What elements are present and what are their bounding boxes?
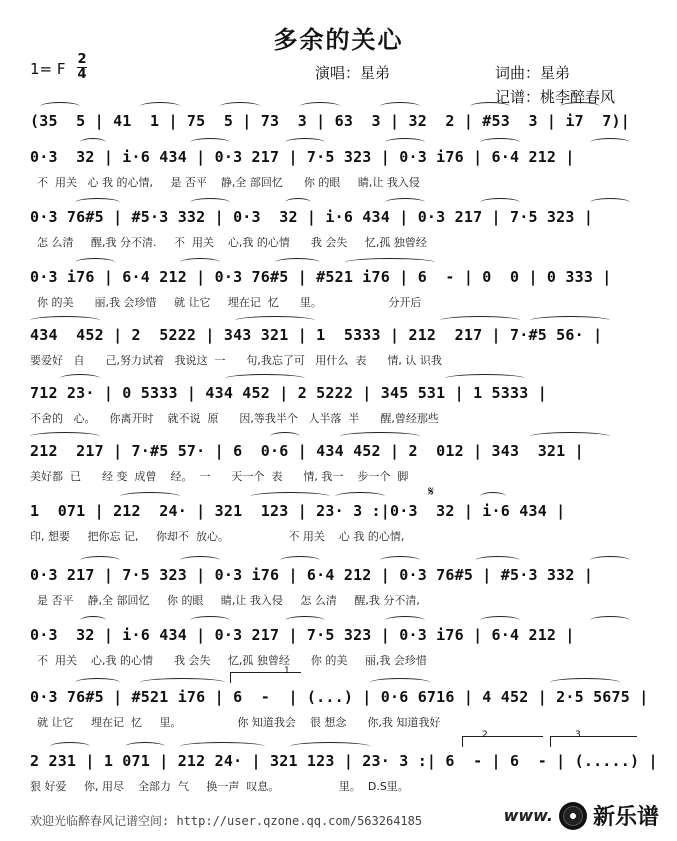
slur [180, 742, 265, 751]
slur [275, 258, 320, 267]
slur [180, 556, 220, 565]
notes-line: 434 452 | 2 5222 | 343 321 | 1 5333 | 212 217 | 7·#5 56· | [30, 326, 603, 344]
slur [190, 138, 230, 147]
slur [220, 102, 260, 111]
brand-name: 新乐谱 [592, 805, 659, 830]
slur [50, 742, 90, 751]
notes-line: 0·3 32 | i·6 434 | 0·3 217 | 7·5 323 | 0·3 i76 | 6·4 212 | [30, 626, 575, 644]
notes-line: 212 217 | 7·#5 57· | 6 0·6 | 434 452 | 2 012 | 343 321 | [30, 442, 584, 460]
disc-icon [559, 802, 587, 830]
notes-line: 0·3 i76 | 6·4 212 | 0·3 76#5 | #521 i76 | 6 - | 0 0 | 0 333 | [30, 268, 612, 286]
slur [385, 138, 425, 147]
slur [475, 556, 520, 565]
slur [590, 138, 630, 147]
slur [270, 432, 300, 441]
staff-row [30, 562, 638, 616]
slur [80, 138, 106, 147]
segno-sign: 𝄋 [428, 484, 435, 500]
slur [30, 316, 100, 325]
slur [550, 678, 620, 687]
slur [480, 198, 520, 207]
slur [140, 678, 225, 687]
notes-line: 0·3 76#5 | #5·3 332 | 0·3 32 | i·6 434 | 0·3 217 | 7·5 323 | [30, 208, 594, 226]
notes-line: 1 071 | 212 24· | 321 123 | 23· 3 :|0·3 32 | i·6 434 | [30, 502, 566, 520]
slur [235, 316, 315, 325]
slur [440, 316, 520, 325]
lyrics-line: 狠 好爱 你, 用尽 全部力 气 换一声 叹息。 里。 D.S里。 [30, 780, 409, 793]
slur [120, 492, 180, 501]
slur [345, 258, 435, 267]
notes-line: 0·3 217 | 7·5 323 | 0·3 i76 | 6·4 212 | 0·3 76#5 | #5·3 332 | [30, 566, 594, 584]
staff-row [30, 730, 658, 802]
lyrics-line: 不舍的 心。 你离开时 就不说 原 因,等我半个 人半落 半 醒,曾经那些 [30, 412, 439, 425]
slur [530, 316, 610, 325]
slur [285, 616, 325, 625]
lyrics-line: 不 用关 心,我 的心情 我 会失 忆,孤 独曾经 你 的美 丽,我 会珍惜 [30, 654, 427, 667]
slur [75, 678, 120, 687]
slur [380, 556, 420, 565]
brand-url-prefix: www. [503, 806, 553, 825]
lyrics-line: 要爱好 自 己,努力试着 我说这 一 句,我忘了可 用什么 表 情, 认 识我 [30, 354, 442, 367]
slur [385, 198, 425, 207]
notes-line: 2 231 | 1 071 | 212 24· | 321 123 | 23· 3 :| 6 - | 6 - | (.....) | [30, 752, 658, 770]
slur [40, 102, 80, 111]
slur [125, 742, 165, 751]
key-signature: 1= F [30, 60, 66, 78]
staff-row [30, 484, 638, 552]
slur [480, 492, 506, 501]
singer-credit: 演唱：星弟 [315, 64, 391, 82]
slur [75, 258, 115, 267]
brand-logo[interactable] [504, 800, 659, 831]
lyrics-line: 怎 么清 醒,我 分不清. 不 用关 心,我 的心情 我 会失 忆,孤 独曾经 [30, 236, 427, 249]
staff-row [30, 666, 649, 738]
volta-3-bracket [550, 736, 637, 747]
slur [75, 198, 120, 207]
slur [480, 616, 520, 625]
notes-line: (35 5 | 41 1 | 75 5 | 73 3 | 63 3 | 32 2 | #53 3 | i7 7)| [30, 112, 630, 130]
staff-row [30, 204, 638, 258]
volta-2-bracket [462, 736, 543, 747]
lyrics-line: 是 否平 静,全 部回忆 你 的眼 睛,让 我入侵 怎 么清 醒,我 分不清, [30, 594, 420, 607]
slur [335, 492, 385, 501]
slur [285, 138, 325, 147]
slur [530, 432, 610, 441]
lyrics-line: 就 让它 埋在记 忆 里。 你 知道我会 很 想念 你,我 知道我好 [30, 716, 441, 729]
writer-credit: 词曲：星弟 [495, 64, 571, 82]
volta-1-number: 1 [284, 666, 290, 676]
staff-row [30, 380, 638, 434]
time-numerator: 2 [77, 52, 87, 67]
volta-3-number: 3 [575, 730, 581, 740]
slur [80, 556, 120, 565]
time-signature [77, 54, 87, 81]
slur [190, 198, 230, 207]
slur [60, 374, 100, 383]
time-denominator: 4 [77, 67, 87, 82]
slur [225, 374, 305, 383]
notes-line: 0·3 32 | i·6 434 | 0·3 217 | 7·5 323 | 0·3 i76 | 6·4 212 | [30, 148, 575, 166]
staff-row [30, 144, 638, 198]
notes-line: 0·3 76#5 | #521 i76 | 6 - | (...) | 0·6 6716 | 4 452 | 2·5 5675 | [30, 688, 649, 706]
slur [190, 616, 230, 625]
slur [370, 678, 430, 687]
volta-1-bracket [230, 672, 301, 683]
slur [470, 102, 510, 111]
slur [385, 616, 425, 625]
volta-2-number: 2 [482, 730, 488, 740]
slur [340, 432, 420, 441]
lyrics-line: 你 的美 丽,我 会珍惜 就 让它 埋在记 忆 里。 分开后 [30, 296, 422, 309]
staff-row [30, 322, 638, 376]
slur [290, 742, 370, 751]
slur [380, 102, 420, 111]
slur [280, 556, 320, 565]
slur [30, 432, 100, 441]
slur [590, 556, 630, 565]
slur [560, 102, 600, 111]
lyrics-line: 印, 想要 把你忘 记, 你却不 放心。 不 用关 心 我 的心情, [30, 530, 405, 543]
slur [590, 616, 630, 625]
slur [480, 138, 520, 147]
lyrics-line: 不 用关 心 我 的心情, 是 否平 静,全 部回忆 你 的眼 睛,让 我入侵 [30, 176, 420, 189]
slur [300, 102, 340, 111]
slur [590, 198, 630, 207]
notes-line: 712 23· | 0 5333 | 434 452 | 2 5222 | 345 531 | 1 5333 | [30, 384, 547, 402]
lyrics-line: 美好都 已 经 变 成曾 经。 一 天一个 表 情, 我一 步一个 脚 [30, 470, 409, 483]
staff-row [30, 622, 638, 676]
slur [250, 492, 330, 501]
slur [80, 616, 106, 625]
score-title: 多余的关心 [273, 25, 404, 54]
footer-text: 欢迎光临醉春风记谱空间: http://user.qzone.qq.com/563264185 [30, 814, 423, 828]
staff-row [30, 438, 638, 492]
slur [140, 102, 180, 111]
slur [285, 198, 311, 207]
staff-row [30, 264, 638, 318]
slur [180, 258, 220, 267]
slur [445, 374, 525, 383]
scribe-credit: 记谱：桃李醉春风 [495, 88, 616, 106]
